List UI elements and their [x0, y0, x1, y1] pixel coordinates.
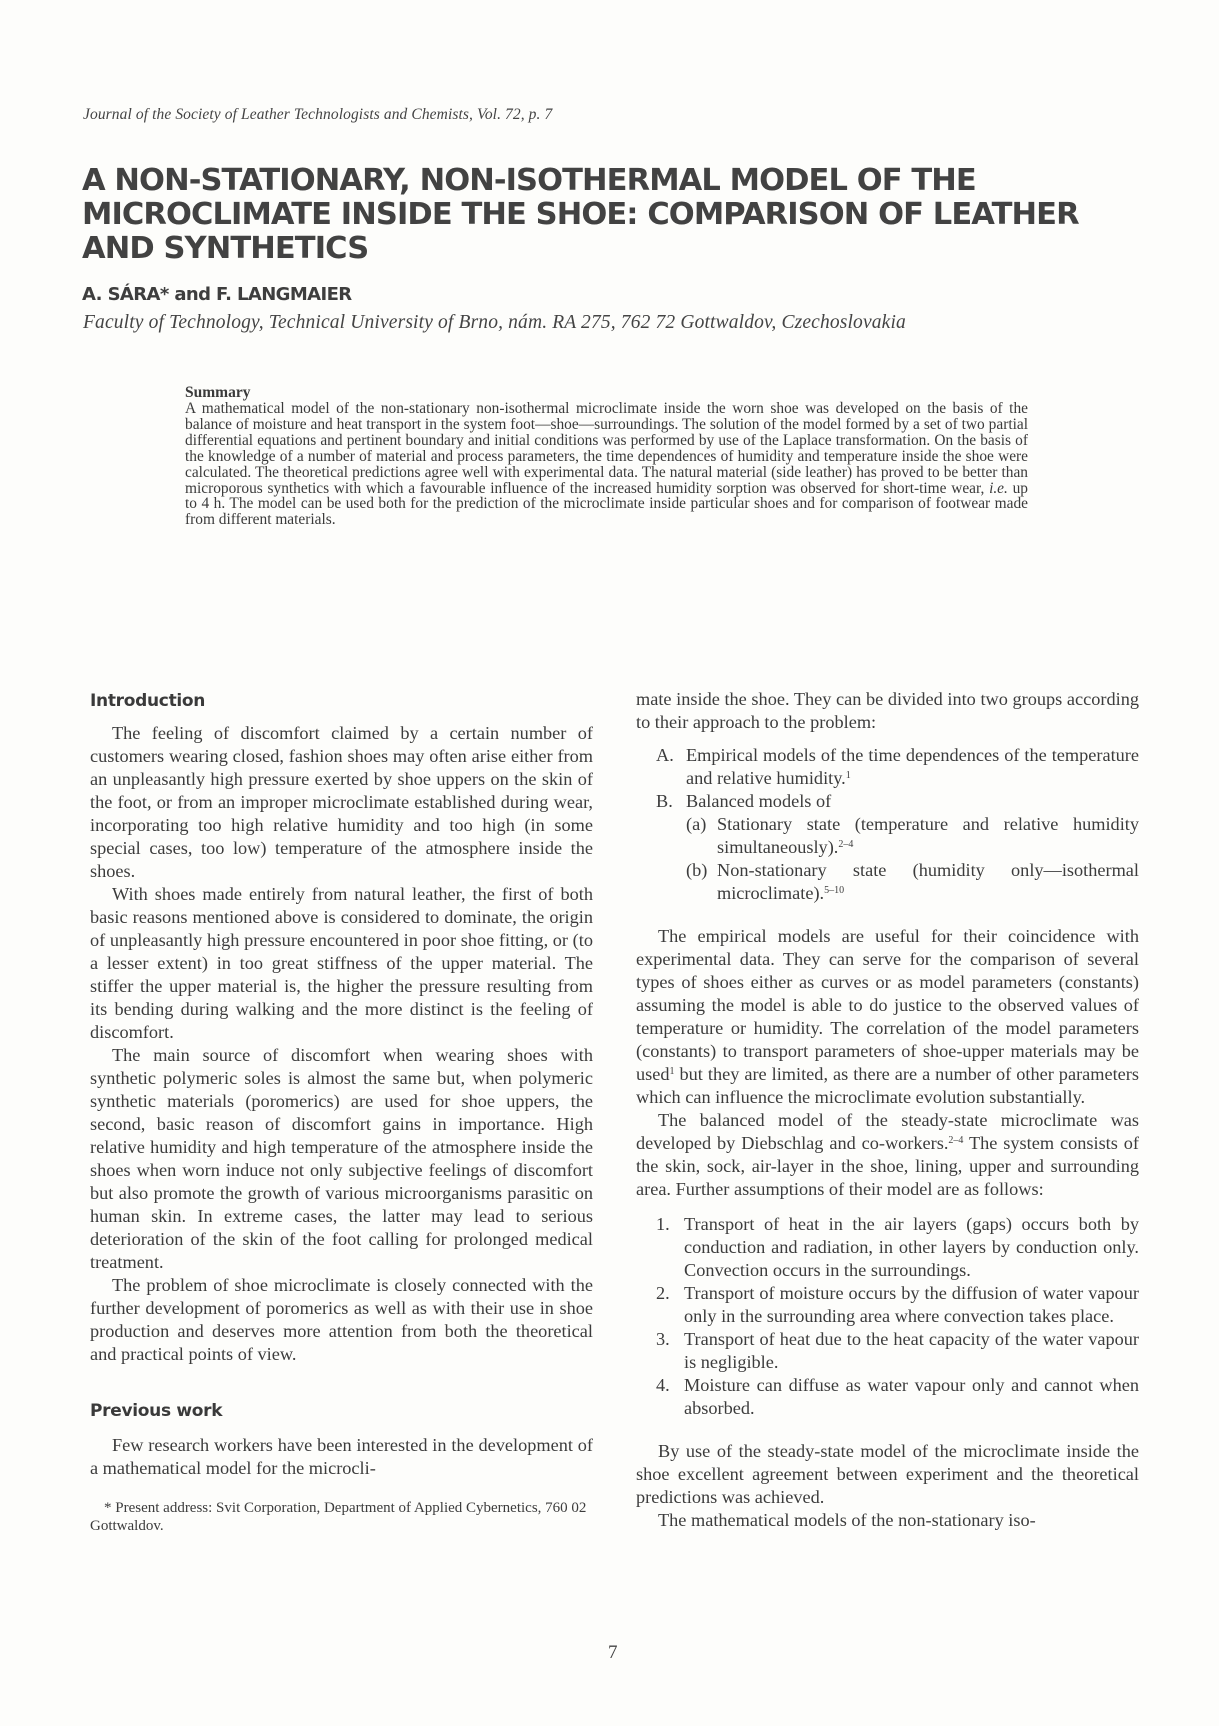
summary-text-part: up to 4 h. The model can be used both for the prediction of the microclimate inside particular shoes and for comparison of footwear made from different materials.	[185, 479, 1028, 529]
list-item	[636, 744, 1139, 790]
list-item	[636, 1282, 1139, 1328]
right-column	[636, 688, 1139, 1532]
previous-work-paragraph: Few research workers have been interested in the development of a mathematical model for the microcli-	[90, 1435, 593, 1478]
list-text: Transport of moisture occurs by the diffusion of water vapour only in the surrounding area where convection takes place.	[684, 1283, 1139, 1326]
affiliation: Faculty of Technology, Technical University of Brno, nám. RA 275, 762 72 Gottwaldov, Czechoslovakia	[83, 312, 906, 333]
summary-heading: Summary	[185, 384, 251, 401]
list-item	[636, 1213, 1139, 1282]
paragraph-text: The balanced model of the steady-state microclimate was developed by Diebschlag and co-workers.	[636, 1110, 1139, 1153]
journal-citation: Journal of the Society of Leather Technologists and Chemists, Vol. 72, p. 7	[83, 106, 553, 123]
summary-text-italic: i.e.	[989, 479, 1008, 497]
non-stationary-paragraph: The mathematical models of the non-stationary iso-	[658, 1510, 1036, 1530]
reference-superscript: 1	[669, 1066, 675, 1077]
list-marker: (a)	[686, 814, 707, 834]
list-item	[636, 1374, 1139, 1420]
previous-work-heading: Previous work	[90, 1401, 223, 1421]
list-marker: 1.	[656, 1214, 670, 1234]
list-text: Transport of heat due to the heat capacity of the water vapour is negligible.	[684, 1329, 1139, 1372]
spacer	[636, 1428, 1139, 1440]
list-text: Moisture can diffuse as water vapour only and cannot when absorbed.	[684, 1375, 1139, 1418]
empirical-models-paragraph	[636, 925, 1139, 1109]
steady-state-paragraph: By use of the steady-state model of the microclimate inside the shoe excellent agreement between experiment and the theoretical predictions was achieved.	[636, 1441, 1139, 1507]
list-text	[717, 813, 1139, 859]
introduction-paragraph: With shoes made entirely from natural leather, the first of both basic reasons mentioned above is considered to dominate, the origin of unpleasantly high pressure encountered in poor shoe fitting, or (to a lesser extent) in too great stiffness of the upper material. The stiffer the upper material is, the higher the pressure resulting from its bending during walking and the more distinct is the feeling of discomfort.	[90, 884, 593, 1042]
balanced-model-paragraph	[636, 1109, 1139, 1201]
reference-superscript: 1	[845, 770, 851, 781]
previous-work-continuation: mate inside the shoe. They can be divided into two groups according to their approach to the problem:	[636, 689, 1139, 732]
list-text	[686, 744, 1139, 790]
list-marker: 2.	[656, 1283, 670, 1303]
paragraph-text: The system consists of the skin, sock, air-layer in the shoe, lining, upper and surrounding area. Further assumptions of their model are as follows:	[636, 1133, 1139, 1199]
list-text-body: Empirical models of the time dependences of the temperature and relative humidity.	[686, 745, 1139, 788]
paragraph-text: but they are limited, as there are a number of other parameters which can influence the microclimate evolution substantially.	[636, 1064, 1139, 1107]
list-marker: A.	[656, 745, 674, 765]
list-marker: 3.	[656, 1329, 670, 1349]
summary-text-part: A mathematical model of the non-stationary non-isothermal microclimate inside the worn shoe was developed on the basis of the balance of moisture and heat transport in the system foot—shoe—surroundings. The solution of the model formed by a set of two partial differential equations and pertinent boundary and initial conditions was performed by use of the Laplace transformation. On the basis of the knowledge of a number of material and process parameters, the time dependences of humidity and temperature inside the shoe were calculated. The theoretical predictions agree well with experimental data. The natural material (side leather) has proved to be better than microporous synthetics with which a favourable influence of the increased humidity sorption was observed for short-time wear,	[185, 400, 1028, 497]
list-text	[717, 859, 1139, 905]
list-subitem	[636, 859, 1139, 905]
summary-text	[185, 401, 1028, 528]
list-marker: (b)	[686, 860, 708, 880]
assumptions-list	[636, 1213, 1139, 1420]
page-number: 7	[608, 1642, 618, 1663]
spacer	[636, 913, 1139, 925]
list-text: Balanced models of	[686, 791, 832, 811]
reference-superscript: 5–10	[824, 885, 845, 896]
reference-superscript: 2–4	[948, 1135, 964, 1146]
summary-section	[185, 384, 1028, 528]
footnote: * Present address: Svit Corporation, Department of Applied Cybernetics, 760 02 Gottwaldov.	[90, 1500, 587, 1534]
authors: A. SÁRA* and F. LANGMAIER	[82, 284, 352, 305]
paragraph-text: The empirical models are useful for their coincidence with experimental data. They can serve for the comparison of several types of shoes either as curves or as model parameters (constants) assuming the model is able to do justice to the observed values of temperature or humidity. The correlation of the model parameters (constants) to transport parameters of shoe-upper materials may be used	[636, 926, 1139, 1084]
article-title: A NON-STATIONARY, NON-ISOTHERMAL MODEL OF THE MICROCLIMATE INSIDE THE SHOE: COMPARISON OF LEATHER AND SYNTHETICS	[82, 163, 1079, 266]
list-text-body: Stationary state (temperature and relative humidity simultaneously).	[717, 814, 1139, 857]
list-marker: 4.	[656, 1375, 670, 1395]
left-column	[90, 690, 593, 1535]
list-marker: B.	[656, 791, 673, 811]
list-text-body: Non-stationary state (humidity only—isothermal microclimate).	[717, 860, 1139, 903]
reference-superscript: 2–4	[838, 839, 854, 850]
list-item	[636, 790, 1139, 813]
list-subitem	[636, 813, 1139, 859]
list-text: Transport of heat in the air layers (gaps) occurs both by conduction and radiation, in other layers by conduction only. Convection occurs in the surroundings.	[684, 1214, 1139, 1280]
list-item	[636, 1328, 1139, 1374]
introduction-paragraph: The problem of shoe microclimate is closely connected with the further development of poromerics as well as with their use in shoe production and deserves more attention from both the theoretical and practical points of view.	[90, 1275, 593, 1364]
model-groups-list	[636, 744, 1139, 905]
introduction-heading: Introduction	[90, 691, 206, 711]
introduction-paragraph: The main source of discomfort when wearing shoes with synthetic polymeric soles is almost the same but, when polymeric synthetic materials (poromerics) are used for shoe uppers, the second, basic reason of discomfort gains in importance. High relative humidity and high temperature of the atmosphere inside the shoes when worn induce not only subjective feelings of discomfort but also promote the growth of various microorganisms parasitic on human skin. In extreme cases, the latter may lead to serious deterioration of the skin of the foot calling for prolonged medical treatment.	[90, 1045, 593, 1272]
introduction-paragraph: The feeling of discomfort claimed by a certain number of customers wearing closed, fashion shoes may often arise either from an unpleasantly high pressure exerted by shoe uppers on the skin of the foot, or from an improper microclimate established during wear, incorporating too high relative humidity and too high (in some special cases, too low) temperature of the atmosphere inside the shoes.	[90, 723, 593, 881]
